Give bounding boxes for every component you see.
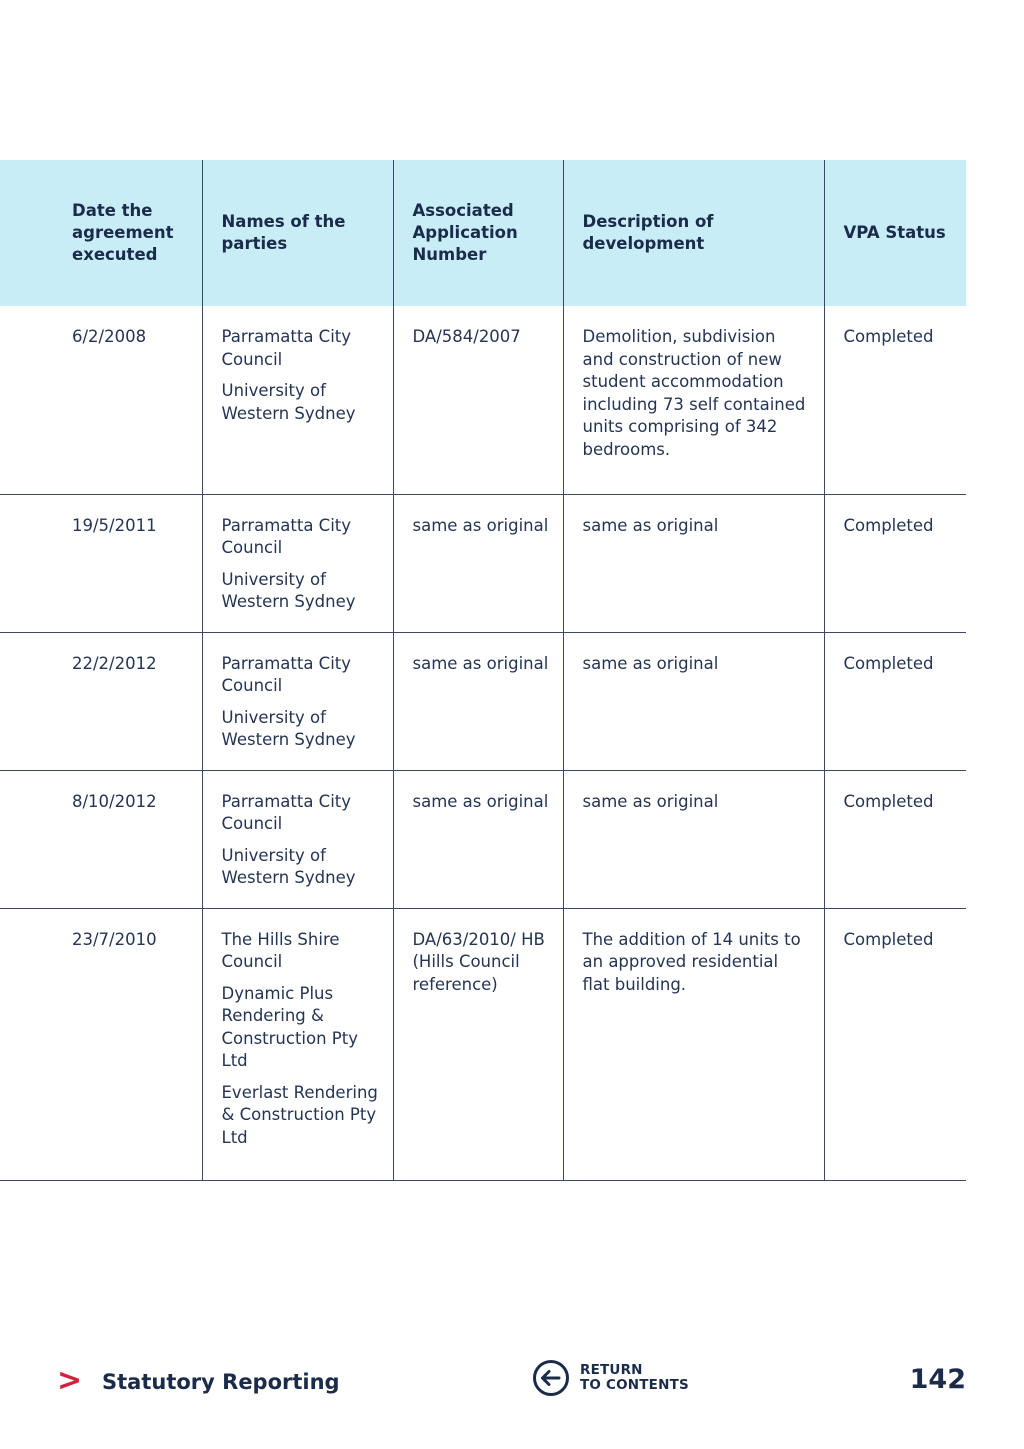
- header-application-number: Associated Application Number: [393, 160, 563, 306]
- cell-status: Completed: [843, 653, 934, 673]
- cell-application: DA/584/2007: [393, 306, 563, 494]
- return-label-line2: TO CONTENTS: [580, 1377, 689, 1393]
- cell-application: DA/63/2010/ HB (Hills Council reference): [393, 908, 563, 1180]
- page-number: 142: [909, 1364, 966, 1395]
- cell-application: same as original: [393, 494, 563, 632]
- section-title: Statutory Reporting: [102, 1370, 340, 1394]
- party-name: Parramatta City Council: [221, 515, 352, 557]
- cell-description: same as original: [563, 770, 824, 908]
- arrow-left-circle-icon: [532, 1359, 570, 1397]
- return-label: [580, 1363, 689, 1393]
- party-name: University of Western Sydney: [221, 381, 356, 423]
- header-parties: Names of the parties: [202, 160, 393, 306]
- vpa-table-container: [0, 160, 966, 1181]
- cell-description: same as original: [563, 494, 824, 632]
- cell-application: same as original: [393, 770, 563, 908]
- page-footer: [0, 1352, 1024, 1412]
- table-row: [0, 494, 966, 632]
- cell-description: The addition of 14 units to an approved residential flat building.: [563, 908, 824, 1180]
- cell-parties: [202, 908, 393, 1180]
- cell-date: 23/7/2010: [0, 908, 202, 1180]
- cell-date: 22/2/2012: [0, 632, 202, 770]
- cell-parties: [202, 632, 393, 770]
- party-name: University of Western Sydney: [221, 569, 356, 611]
- table-row: [0, 770, 966, 908]
- party-name: Parramatta City Council: [221, 327, 352, 369]
- return-label-line1: RETURN: [580, 1362, 643, 1378]
- party-name: Everlast Rendering & Construction Pty Ltd: [221, 1082, 378, 1147]
- cell-description: Demolition, subdivision and construction of new student accommodation including 73 self contained units comprising of 342 bedrooms.: [563, 306, 824, 494]
- table-row: [0, 632, 966, 770]
- table-header-row: [0, 160, 966, 306]
- table-row: [0, 908, 966, 1180]
- cell-status: Completed: [843, 327, 934, 346]
- vpa-table: [0, 160, 966, 1181]
- cell-date: 19/5/2011: [0, 494, 202, 632]
- cell-description: same as original: [563, 632, 824, 770]
- chevron-right-icon: >: [57, 1363, 83, 1398]
- cell-date: 8/10/2012: [0, 770, 202, 908]
- cell-parties: [202, 306, 393, 494]
- cell-parties: [202, 494, 393, 632]
- party-name: University of Western Sydney: [221, 707, 356, 749]
- cell-parties: [202, 770, 393, 908]
- header-date: Date the agreement executed: [0, 160, 202, 306]
- party-name: Parramatta City Council: [221, 791, 352, 833]
- cell-status: Completed: [843, 929, 934, 949]
- header-vpa-status: VPA Status: [843, 223, 946, 242]
- party-name: The Hills Shire Council: [221, 929, 340, 971]
- party-name: Dynamic Plus Rendering & Construction Pty Ltd: [221, 983, 358, 1070]
- cell-status: Completed: [843, 791, 934, 811]
- table-row: [0, 306, 966, 494]
- party-name: University of Western Sydney: [221, 845, 356, 887]
- cell-application: same as original: [393, 632, 563, 770]
- header-description: Description of development: [563, 160, 824, 306]
- return-to-contents-link[interactable]: [532, 1359, 689, 1397]
- party-name: Parramatta City Council: [221, 653, 352, 695]
- cell-status: Completed: [843, 515, 934, 535]
- cell-date: 6/2/2008: [0, 306, 202, 494]
